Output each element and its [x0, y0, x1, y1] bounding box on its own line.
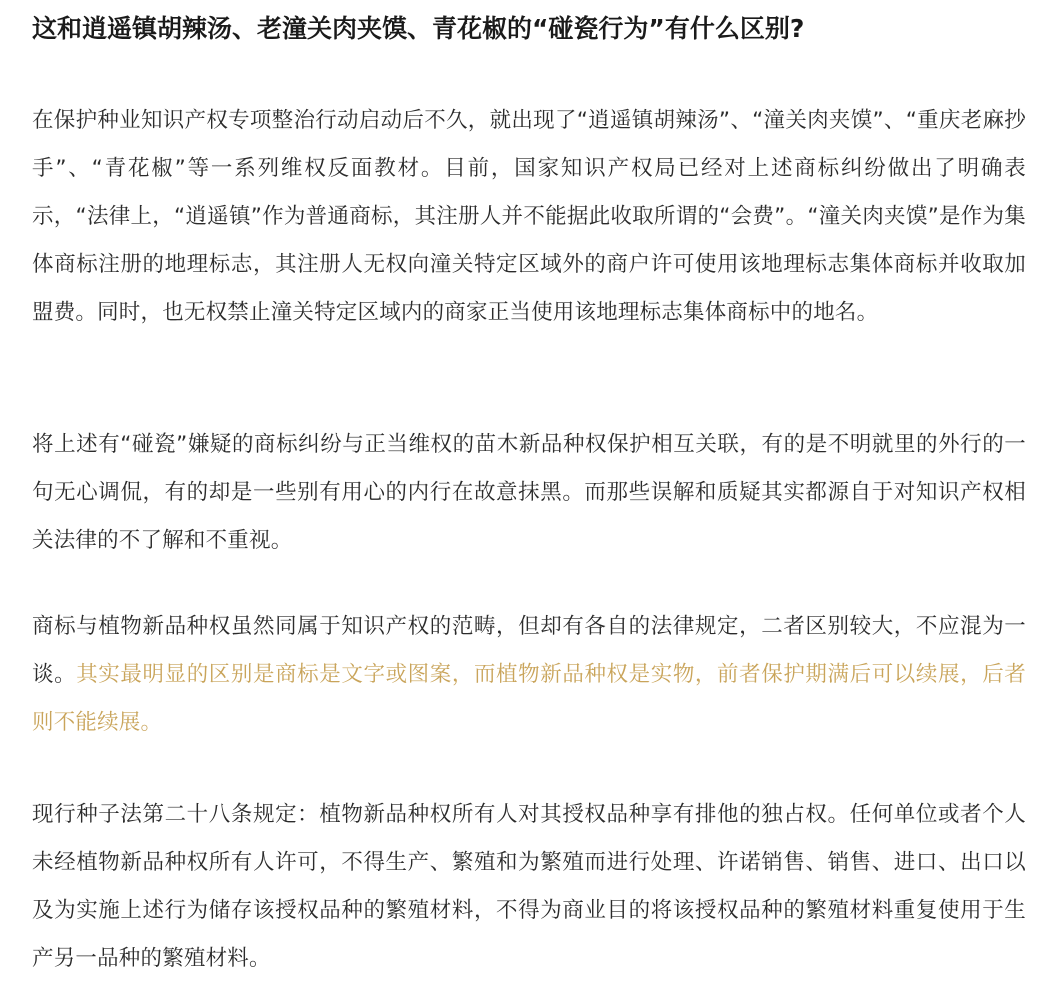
paragraph-3-text: 商标与植物新品种权虽然同属于知识产权的范畴，但却有各自的法律规定，二者区别较大，不应混为一谈。	[32, 614, 1026, 687]
paragraph-4: 现行种子法第二十八条规定：植物新品种权所有人对其授权品种享有排他的独占权。任何单位或者个人未经植物新品种权所有人许可，不得生产、繁殖和为繁殖而进行处理、许诺销售、销售、进口、出口以及为实施上述行为储存该授权品种的繁殖材料，不得为商业目的将该授权品种的繁殖材料重复使用于生产另一品种的繁殖材料。	[32, 802, 1026, 971]
article-heading: 这和逍遥镇胡辣汤、老潼关肉夹馍、青花椒的“碰瓷行为”有什么区别?	[32, 14, 805, 43]
paragraph-3-highlight: 其实最明显的区别是商标是文字或图案，而植物新品种权是实物，前者保护期满后可以续展，后者则不能续展。	[32, 662, 1026, 735]
paragraph-3	[32, 603, 1026, 747]
paragraph-2: 将上述有“碰瓷”嫌疑的商标纠纷与正当维权的苗木新品种权保护相互关联，有的是不明就里的外行的一句无心调侃，有的却是一些别有用心的内行在故意抹黑。而那些误解和质疑其实都源自于对知识产权相关法律的不了解和不重视。	[32, 432, 1026, 553]
paragraph-1: 在保护种业知识产权专项整治行动启动后不久，就出现了“逍遥镇胡辣汤”、“潼关肉夹馍”、“重庆老麻抄手”、“青花椒”等一系列维权反面教材。目前，国家知识产权局已经对上述商标纠纷做出了明确表示，“法律上，“逍遥镇”作为普通商标，其注册人并不能据此收取所谓的“会费”。“潼关肉夹馍”是作为集体商标注册的地理标志，其注册人无权向潼关特定区域外的商户许可使用该地理标志集体商标并收取加盟费。同时，也无权禁止潼关特定区域内的商家正当使用该地理标志集体商标中的地名。	[32, 108, 1026, 325]
